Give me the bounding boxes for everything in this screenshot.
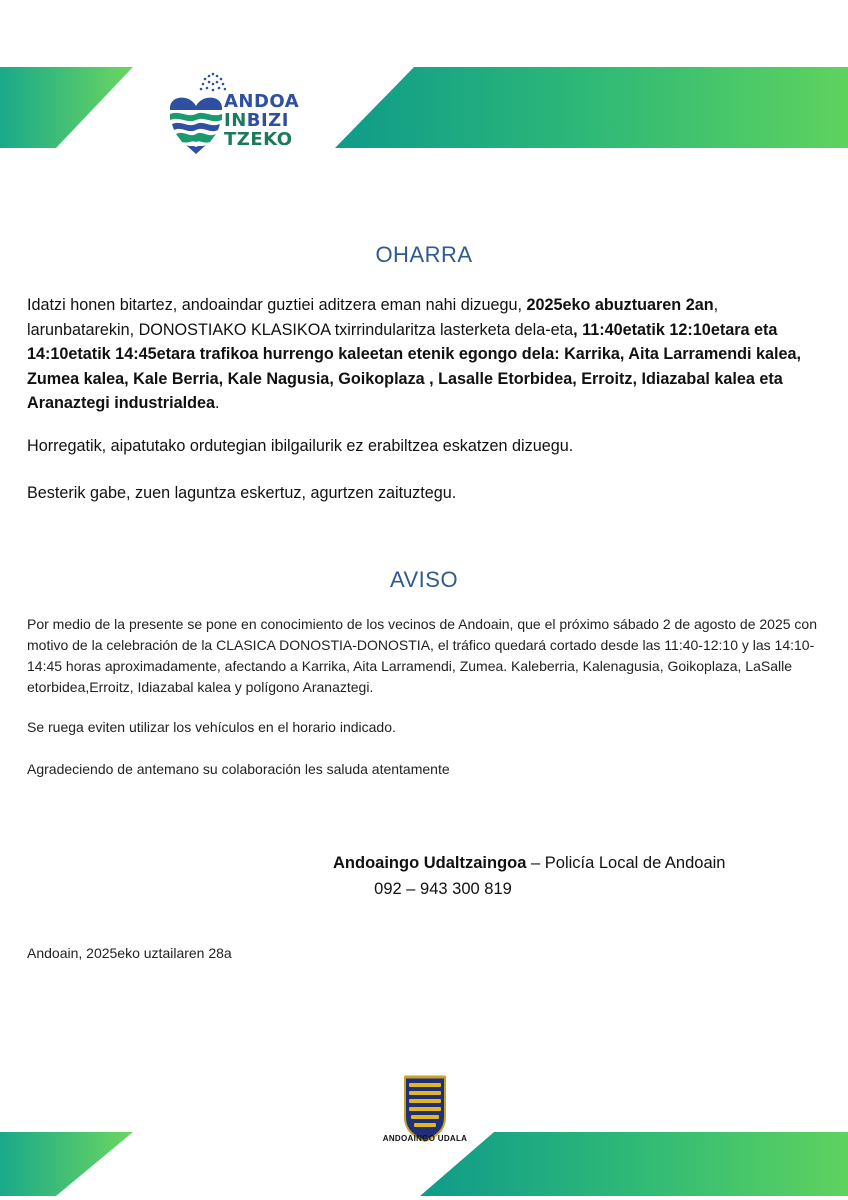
- signature-block: [333, 850, 726, 902]
- signature-phone: 092 – 943 300 819: [374, 880, 512, 898]
- logo-line-2a: IN: [224, 110, 247, 131]
- header-band: [0, 0, 848, 160]
- header-band-right: [335, 67, 848, 148]
- footer-band-right: [420, 1132, 848, 1196]
- basque-p1-text-2: , larunbatarekin, DONOSTIAKO KLASIKOA txirrindularitza lasterketa dela-eta: [27, 296, 719, 339]
- logo-line-2: [224, 111, 299, 130]
- basque-p1-date: 2025eko abuztuaren 2an: [526, 296, 714, 314]
- logo-line-2b: BIZI: [246, 110, 289, 131]
- basque-p1-streets: , 11:40etatik 12:10etara eta 14:10etatik 14:45etara trafikoa hurrengo kaleetan etenik egongo dela: Karrika, Aita Larramendi kalea, Zumea kalea, Kale Berria, Kale Nagusia, Goikoplaza , Lasalle Etorbidea, Erroitz, Idiazabal kalea eta Aranaztegi industrialdea: [27, 320, 802, 412]
- basque-paragraph-3: Besterik gabe, zuen laguntza eskertuz, agurtzen zaituztegu.: [27, 484, 457, 502]
- basque-p1-text-1: Idatzi honen bitartez, andoaindar guztiei aditzera eman nahi dizuegu,: [27, 296, 527, 314]
- logo-line-1: ANDOA: [224, 91, 300, 112]
- logo-line-3: TZEKO: [224, 129, 293, 150]
- header-band-left: [0, 67, 133, 148]
- basque-paragraph-1: [27, 293, 817, 416]
- spanish-paragraph-3: Agradeciendo de antemano su colaboración les saluda atentamente: [27, 761, 450, 777]
- andoa-inbizi-tzeko-logo: [166, 70, 316, 155]
- spanish-paragraph-1: Por medio de la presente se pone en conocimiento de los vecinos de Andoain, que el próximo sábado 2 de agosto de 2025 con motivo de la celebración de la CLASICA DONOSTIA-DONOSTIA, el tráfico quedará cortado desde las 11:40-12:10 y las 14:10-14:45 horas aproximadamente, afectando a Karrika, Aita Larramendi, Zumea. Kaleberria, Kalenagusia, Goikoplaza, LaSalle etorbidea,Erroitz, Idiazabal kalea y polígono Aranaztegi.: [27, 616, 817, 695]
- basque-title: OHARRA: [375, 242, 473, 267]
- signature-org: Andoaingo Udaltzaingoa: [333, 854, 527, 872]
- logo-emblem-icon: [166, 70, 226, 155]
- basque-p1-text-3: .: [215, 394, 220, 412]
- signature-police: – Policía Local de Andoain: [526, 854, 726, 872]
- crest-label: ANDOAINGO UDALA: [382, 1134, 468, 1143]
- document-date: Andoain, 2025eko uztailaren 28a: [27, 945, 232, 961]
- basque-paragraph-2: Horregatik, aipatutako ordutegian ibilgailurik ez erabiltzea eskatzen dizuegu.: [27, 437, 574, 455]
- footer-band-left: [0, 1132, 133, 1196]
- signature-line: [333, 850, 726, 876]
- spanish-title: AVISO: [389, 567, 459, 592]
- spanish-paragraph-2: Se ruega eviten utilizar los vehículos en el horario indicado.: [27, 719, 396, 735]
